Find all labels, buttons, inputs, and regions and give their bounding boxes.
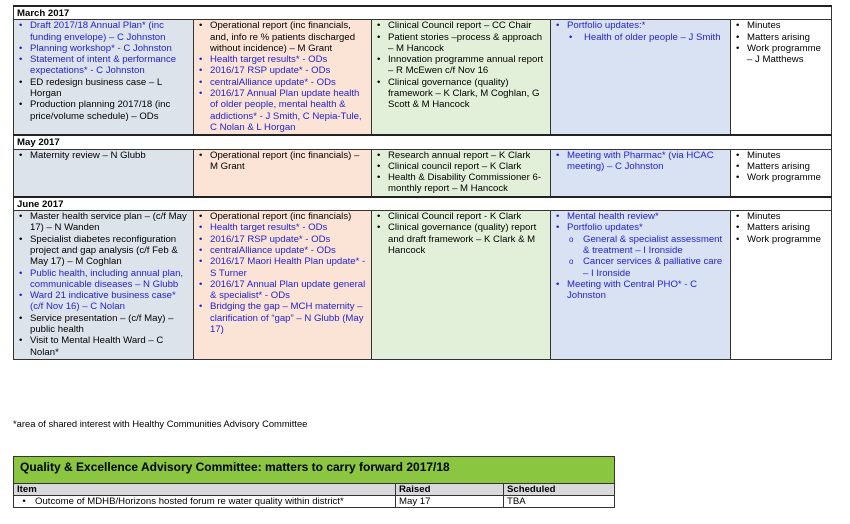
carry-scheduled: TBA (504, 496, 615, 508)
column-cell-3 (372, 211, 551, 360)
agenda-item: • Matters arising (734, 222, 828, 233)
column-cell-2 (194, 149, 372, 197)
column-cell-1 (14, 20, 194, 135)
agenda-item: o General & specialist assessment & treatment – I Ironside (554, 234, 727, 257)
agenda-item: • Bridging the gap – MCH maternity – clarification of “gap” – N Glubb (May 17) (197, 301, 368, 335)
agenda-item: • 2016/17 Annual Plan update general & specialist* - ODs (197, 279, 368, 302)
agenda-item: • Master health service plan – (c/f May 17) – N Wanden (17, 211, 190, 234)
carry-item-text: Outcome of MDHB/Horizons hosted forum re water quality within district* (35, 496, 344, 507)
agenda-item: • Operational report (inc financials) (197, 211, 368, 222)
agenda-item: • Operational report (inc financials, and, info re % patients discharged without incidence) – M Grant (197, 20, 368, 54)
agenda-list (197, 211, 368, 335)
agenda-item: • Minutes (734, 150, 828, 161)
carry-forward-title: Quality & Excellence Advisory Committee: matters to carry forward 2017/18 (14, 457, 615, 484)
agenda-item: • Portfolio updates* (554, 222, 727, 233)
agenda-list (197, 150, 368, 173)
agenda-item: • Patient stories –process & approach – M Hancock (375, 32, 547, 55)
agenda-item: • Work programme (734, 234, 828, 245)
agenda-item: • Public health, including annual plan, communicable diseases – N Glubb (17, 268, 190, 291)
agenda-item: • Health target results* - ODs (197, 222, 368, 233)
column-cell-1 (14, 211, 194, 360)
agenda-list (554, 150, 727, 173)
agenda-item: • Clinical Council report – CC Chair (375, 20, 547, 31)
column-cell-3 (372, 149, 551, 197)
carry-item-cell (14, 496, 396, 508)
column-cell-1 (14, 149, 194, 197)
agenda-item: • centralAlliance update* - ODs (197, 77, 368, 88)
carry-raised: May 17 (396, 496, 504, 508)
agenda-item: • Operational report (inc financials) – M Grant (197, 150, 368, 173)
column-cell-5 (731, 20, 832, 135)
agenda-list (375, 211, 547, 256)
column-cell-4 (551, 211, 731, 360)
agenda-item: • Mental health review* (554, 211, 727, 222)
agenda-item: • Innovation programme annual report – R McEwen c/f Nov 16 (375, 54, 547, 77)
column-cell-4 (551, 149, 731, 197)
column-cell-2 (194, 20, 372, 135)
agenda-item: • Research annual report – K Clark (375, 150, 547, 161)
month-label: March 2017 (14, 6, 832, 20)
agenda-item: • 2016/17 Maori Health Plan update* - S Turner (197, 256, 368, 279)
column-cell-3 (372, 20, 551, 135)
agenda-item: • Matters arising (734, 161, 828, 172)
agenda-list (375, 20, 547, 110)
header-raised: Raised (396, 484, 504, 496)
agenda-item: • Clinical governance (quality) framework – K Clark, M Coghlan, G Scott & M Hancock (375, 77, 547, 111)
agenda-item: o Cancer services & palliative care – I Ironside (554, 256, 727, 279)
agenda-item: • Meeting with Central PHO* - C Johnston (554, 279, 727, 302)
agenda-list (197, 20, 368, 133)
agenda-item: • Work programme – J Matthews (734, 43, 828, 66)
agenda-item: • centralAlliance update* - ODs (197, 245, 368, 256)
agenda-item: • Clinical governance (quality) report and draft framework – K Clark & M Hancock (375, 222, 547, 256)
month-header-row (14, 6, 832, 20)
agenda-item: • Health target results* - ODs (197, 54, 368, 65)
agenda-item: • Clinical council report – K Clark (375, 161, 547, 172)
month-label: June 2017 (14, 197, 832, 211)
carry-forward-row (14, 496, 615, 508)
agenda-item: • 2016/17 RSP update* - ODs (197, 234, 368, 245)
agenda-item: • Ward 21 indicative business case* (c/f Nov 16) – C Nolan (17, 290, 190, 313)
month-label: May 2017 (14, 135, 832, 149)
column-cell-5 (731, 211, 832, 360)
footnote: *area of shared interest with Healthy Communities Advisory Committee (13, 418, 308, 429)
agenda-item: • ED redesign business case – L Horgan (17, 77, 190, 100)
agenda-item: • Statement of intent & performance expectations* - C Johnston (17, 54, 190, 77)
agenda-item: • Health & Disability Commissioner 6-monthly report – M Hancock (375, 172, 547, 195)
agenda-list (734, 150, 828, 184)
agenda-item: • Specialist diabetes reconfiguration project and gap analysis (c/f Feb & May 17) – M Coghlan (17, 234, 190, 268)
month-header-row (14, 135, 832, 149)
agenda-item: • Planning workshop* - C Johnston (17, 43, 190, 54)
agenda-item: • Work programme (734, 172, 828, 183)
bullet-glyph: • (22, 496, 26, 507)
header-scheduled: Scheduled (504, 484, 615, 496)
agenda-item: • Production planning 2017/18 (inc price/volume schedule) – ODs (17, 99, 190, 122)
agenda-item: • Draft 2017/18 Annual Plan* (inc funding envelope) – C Johnston (17, 20, 190, 43)
column-cell-5 (731, 149, 832, 197)
header-item: Item (14, 484, 396, 496)
column-cell-4 (551, 20, 731, 135)
agenda-list (554, 211, 727, 301)
agenda-list (17, 20, 190, 122)
agenda-item: • Health of older people – J Smith (554, 32, 727, 43)
agenda-item: • Clinical Council report - K Clark (375, 211, 547, 222)
agenda-list (734, 20, 828, 65)
month-content-row (14, 149, 832, 197)
month-header-row (14, 197, 832, 211)
column-cell-2 (194, 211, 372, 360)
agenda-item: • Matters arising (734, 32, 828, 43)
agenda-list (734, 211, 828, 245)
agenda-list (375, 150, 547, 195)
agenda-item: • Minutes (734, 211, 828, 222)
month-content-row (14, 211, 832, 360)
agenda-item: • 2016/17 RSP update* - ODs (197, 65, 368, 76)
month-content-row (14, 20, 832, 135)
agenda-list (17, 150, 190, 161)
agenda-list (554, 20, 727, 43)
agenda-item: • Service presentation – (c/f May) – public health (17, 313, 190, 336)
agenda-item: • Minutes (734, 20, 828, 31)
agenda-item: • Portfolio updates:* (554, 20, 727, 31)
carry-forward-table (13, 456, 615, 508)
agenda-item: • Maternity review – N Glubb (17, 150, 190, 161)
work-programme-table (13, 5, 832, 360)
agenda-item: • Meeting with Pharmac* (via HCAC meeting) – C Johnston (554, 150, 727, 173)
agenda-item: • 2016/17 Annual Plan update health of older people, mental health & addictions* - J Smith, C Nepia-Tule, C Nolan & L Horgan (197, 88, 368, 133)
agenda-list (17, 211, 190, 358)
agenda-item: • Visit to Mental Health Ward – C Nolan* (17, 335, 190, 358)
